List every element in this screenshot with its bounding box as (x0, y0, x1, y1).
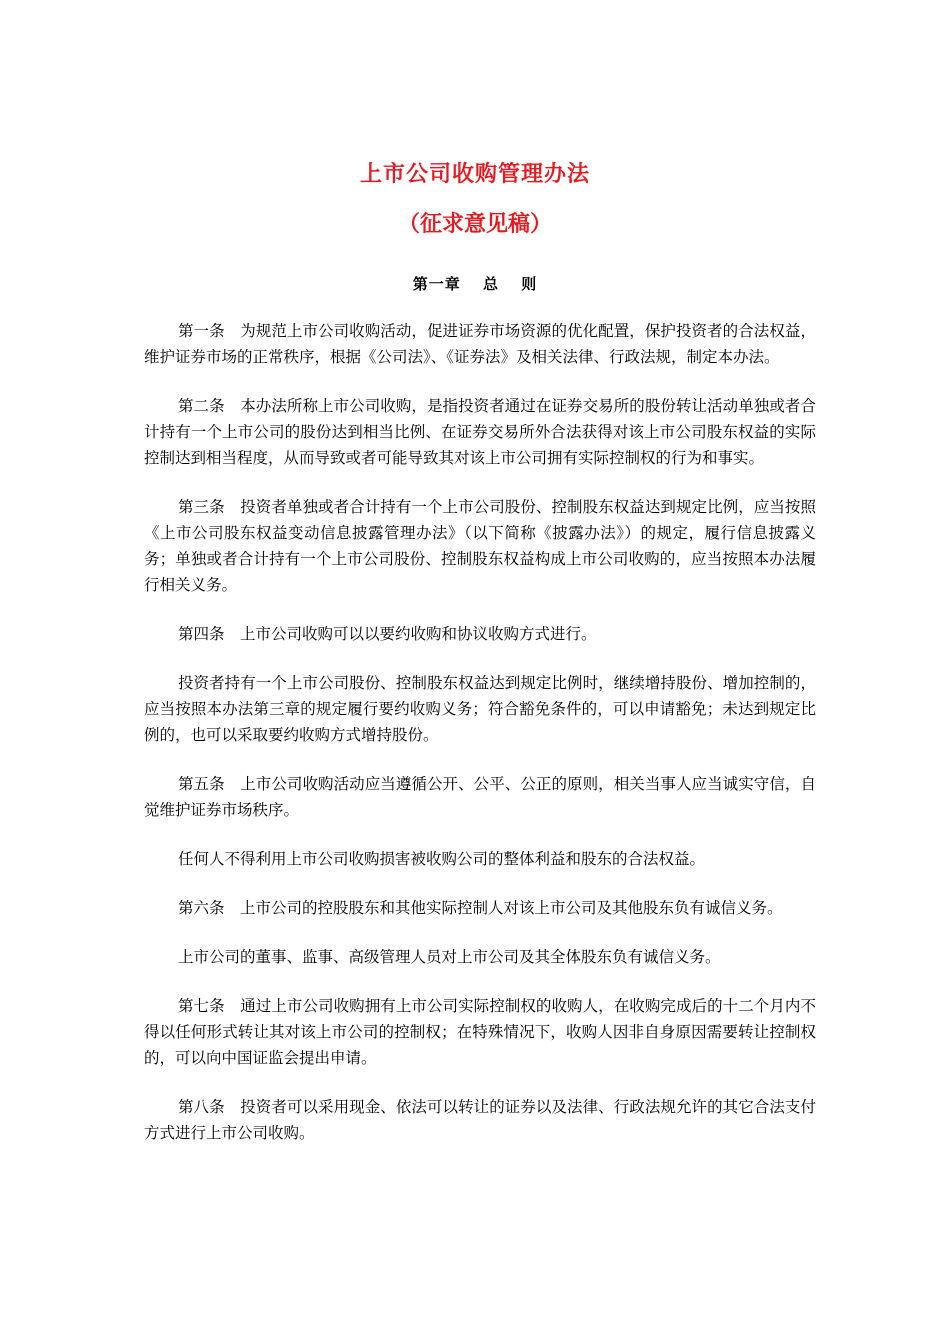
document-subtitle: （征求意见稿） (397, 212, 552, 237)
article-3: 第三条 投资者单独或者合计持有一个上市公司股份、控制股东权益达到规定比例，应当按照《上市公司股东权益变动信息披露管理办法》（以下简称《披露办法》）的规定，履行信息披露义务；单独或者合计持有一个上市公司股份、控制股东权益构成上市公司收购的，应当按照本办法履行相关义务。 (144, 498, 816, 594)
article-2: 第二条 本办法所称上市公司收购，是指投资者通过在证券交易所的股份转让活动单独或者合计持有一个上市公司的股份达到相当比例、在证券交易所外合法获得对该上市公司股东权益的实际控制达到相当程度，从而导致或者可能导致其对该上市公司拥有实际控制权的行为和事实。 (144, 397, 816, 467)
article-8: 第八条 投资者可以采用现金、依法可以转让的证券以及法律、行政法规允许的其它合法支付方式进行上市公司收购。 (144, 1098, 816, 1142)
article-1: 第一条 为规范上市公司收购活动，促进证券市场资源的优化配置，保护投资者的合法权益，维护证券市场的正常秩序，根据《公司法》、《证券法》及相关法律、行政法规，制定本办法。 (144, 322, 816, 366)
article-6-paragraph-2: 上市公司的董事、监事、高级管理人员对上市公司及其全体股东负有诚信义务。 (178, 948, 721, 966)
article-6: 第六条 上市公司的控股股东和其他实际控制人对该上市公司及其他股东负有诚信义务。 (178, 899, 783, 917)
document-title: 上市公司收购管理办法 (359, 162, 590, 187)
article-4: 第四条 上市公司收购可以以要约收购和协议收购方式进行。 (178, 625, 597, 643)
article-4-paragraph-2: 投资者持有一个上市公司股份、控制股东权益达到规定比例时，继续增持股份、增加控制的，应当按照本办法第三章的规定履行要约收购义务；符合豁免条件的，可以申请豁免；未达到规定比例的，也可以采取要约收购方式增持股份。 (144, 674, 816, 744)
document-body (144, 318, 816, 1169)
article-5-paragraph-2: 任何人不得利用上市公司收购损害被收购公司的整体利益和股东的合法权益。 (178, 850, 706, 868)
article-5: 第五条 上市公司收购活动应当遵循公开、公平、公正的原则，相关当事人应当诚实守信，自觉维护证券市场秩序。 (144, 775, 816, 819)
chapter-heading: 第一章 总 则 (412, 275, 538, 293)
article-7: 第七条 通过上市公司收购拥有上市公司实际控制权的收购人，在收购完成后的十二个月内不得以任何形式转让其对该上市公司的控制权；在特殊情况下，收购人因非自身原因需要转让控制权的，可以向中国证监会提出申请。 (144, 997, 816, 1067)
